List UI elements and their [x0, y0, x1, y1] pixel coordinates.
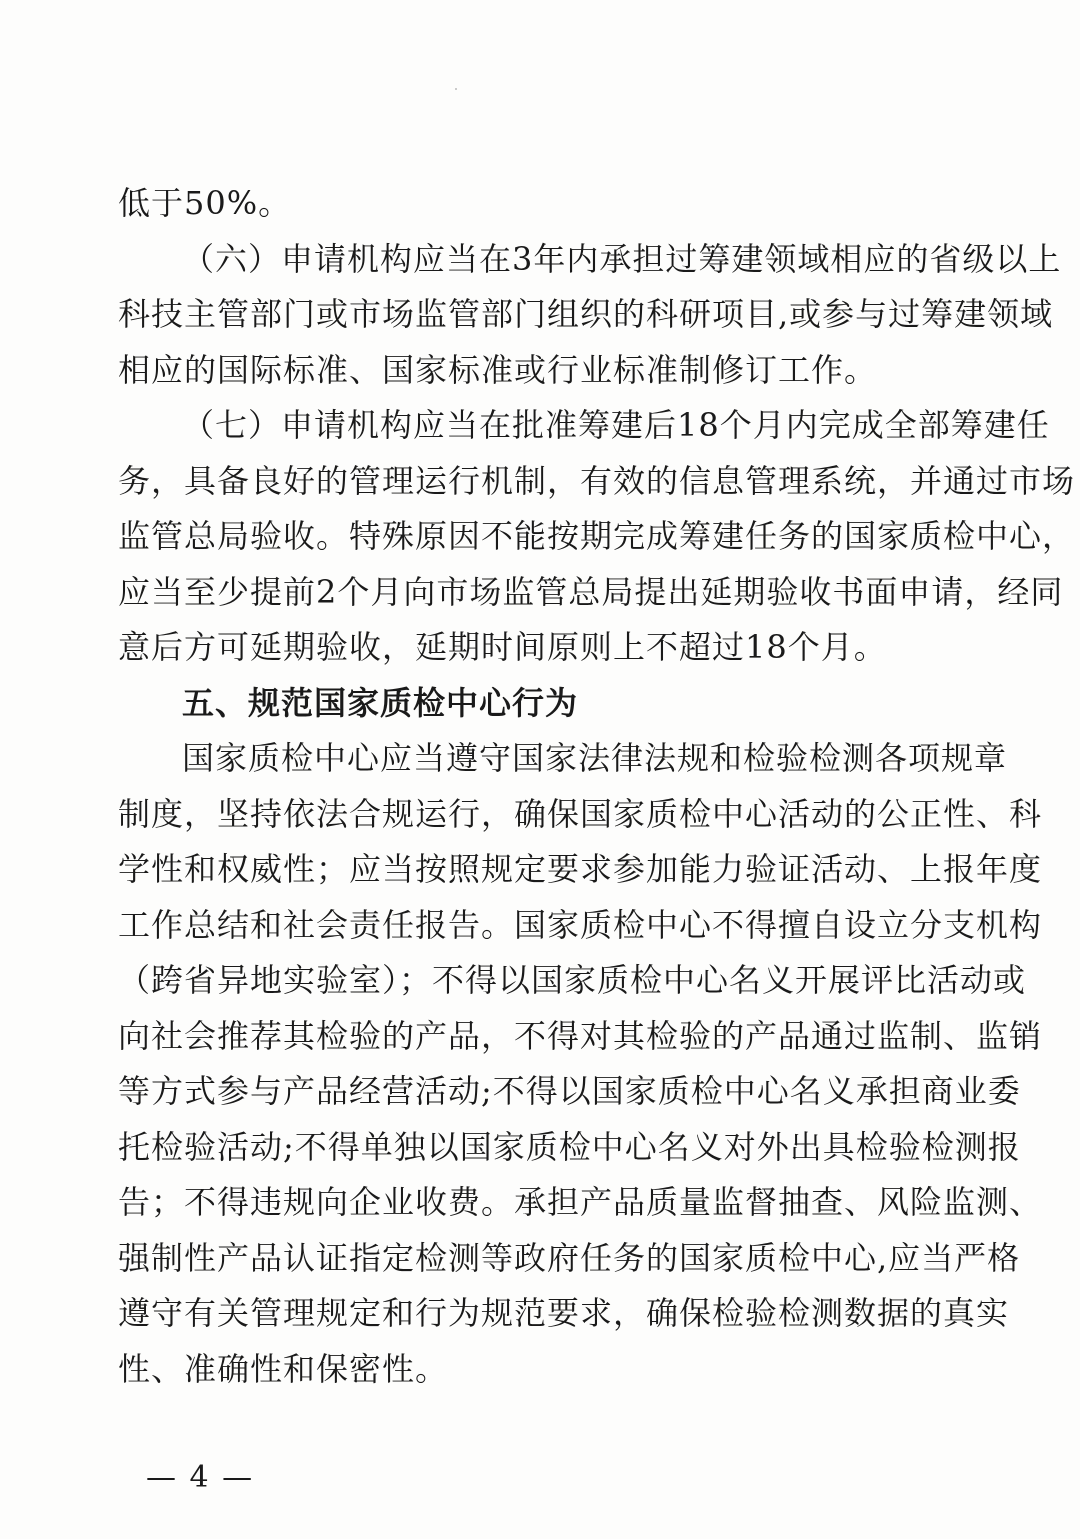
document-body	[118, 176, 1076, 1397]
paragraph-line: （跨省异地实验室）；不得以国家质检中心名义开展评比活动或	[118, 961, 1027, 999]
paragraph-line: 意后方可延期验收，延期时间原则上不超过18个月。	[118, 628, 887, 666]
paragraph-line: 托检验活动;不得单独以国家质检中心名义对外出具检验检测报	[118, 1127, 1021, 1166]
paragraph-line: 学性和权威性；应当按照规定要求参加能力验证活动、上报年度	[118, 850, 1043, 888]
paragraph-line: 性、准确性和保密性。	[118, 1349, 449, 1388]
paragraph-line: 强制性产品认证指定检测等政府任务的国家质检中心,应当严格	[118, 1238, 1021, 1277]
scan-speck	[455, 88, 457, 90]
paragraph-line: 告；不得违规向企业收费。承担产品质量监督抽查、风险监测、	[118, 1183, 1043, 1221]
paragraph-line: 制度，坚持依法合规运行，确保国家质检中心活动的公正性、科	[118, 794, 1043, 833]
paragraph-line: 应当至少提前2个月向市场监管总局提出延期验收书面申请，经同	[118, 572, 1064, 611]
paragraph-line: 监管总局验收。特殊原因不能按期完成筹建任务的国家质检中心，	[118, 517, 1076, 555]
paragraph-line: 科技主管部门或市场监管部门组织的科研项目,或参与过筹建领域	[118, 295, 1054, 333]
paragraph-line: 向社会推荐其检验的产品，不得对其检验的产品通过监制、监销	[118, 1016, 1043, 1055]
paragraph-line: （六）申请机构应当在3年内承担过筹建领域相应的省级以上	[182, 239, 1062, 278]
paragraph-line: （七）申请机构应当在批准筹建后18个月内完成全部筹建任	[182, 406, 1050, 444]
paragraph-line: 务，具备良好的管理运行机制，有效的信息管理系统，并通过市场	[118, 461, 1076, 500]
section-heading: 五、规范国家质检中心行为	[182, 683, 579, 722]
paragraph-line: 遵守有关管理规定和行为规范要求，确保检验检测数据的真实	[118, 1294, 1010, 1332]
paragraph-line: 相应的国际标准、国家标准或行业标准制修订工作。	[118, 350, 878, 389]
page-number: — 4 —	[146, 1460, 255, 1495]
paragraph-line: 等方式参与产品经营活动;不得以国家质检中心名义承担商业委	[118, 1072, 1021, 1110]
paragraph-line: 国家质检中心应当遵守国家法律法规和检验检测各项规章	[182, 739, 1008, 777]
paragraph-line: 工作总结和社会责任报告。国家质检中心不得擅自设立分支机构	[118, 905, 1043, 944]
paragraph-line: 低于50%。	[118, 184, 292, 222]
